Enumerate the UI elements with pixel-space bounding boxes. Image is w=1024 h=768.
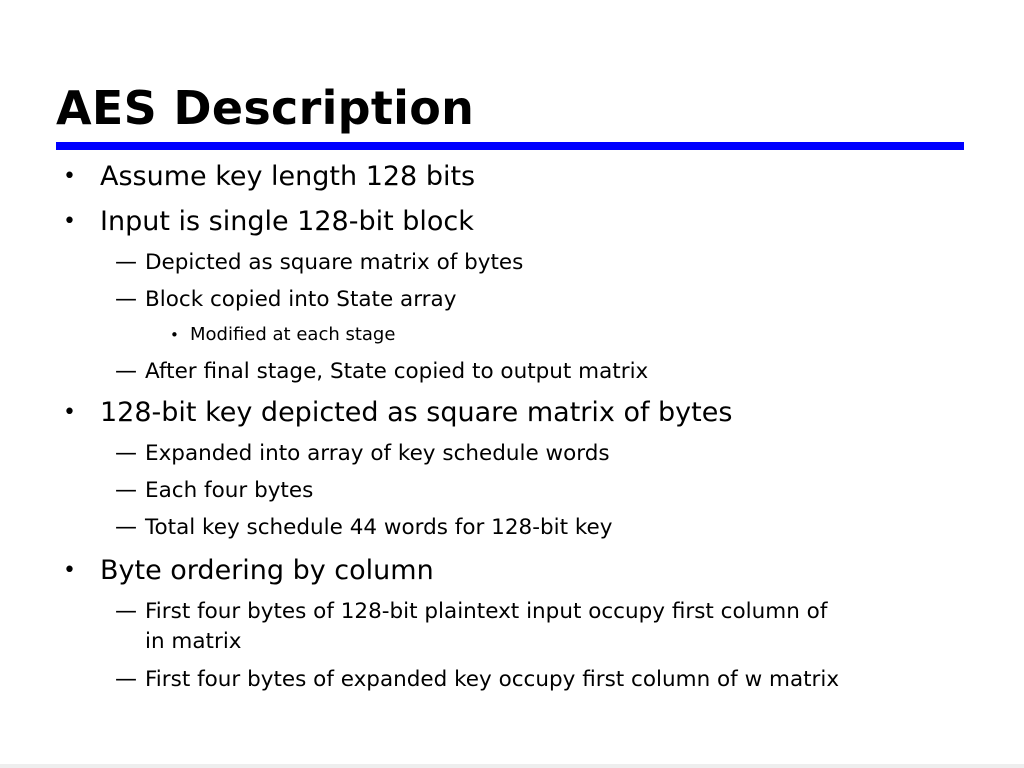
bullet-text-level2: Depicted as square matrix of bytes <box>145 250 524 275</box>
bullet-marker: • <box>63 558 76 583</box>
bullet-text-level1: Assume key length 128 bits <box>100 161 476 192</box>
bullet-text-level2: Block copied into State array <box>145 287 457 312</box>
bullet-text-level3: Modified at each stage <box>190 324 396 345</box>
bullet-marker: • <box>63 400 76 425</box>
dash-marker: — <box>115 359 137 384</box>
bullet-text-level2-continuation: in matrix <box>145 629 242 654</box>
bullet-text-level2: After final stage, State copied to output matrix <box>145 359 649 384</box>
bullet-marker: • <box>63 209 76 234</box>
bullet-text-level1: Byte ordering by column <box>100 555 434 586</box>
bullet-text-level2: Each four bytes <box>145 478 314 503</box>
bullet-marker-small: • <box>170 326 179 344</box>
bullet-text-level2: Expanded into array of key schedule words <box>145 441 610 466</box>
dash-marker: — <box>115 250 137 275</box>
bullet-text-level1: 128-bit key depicted as square matrix of bytes <box>100 397 733 428</box>
dash-marker: — <box>115 667 137 692</box>
dash-marker: — <box>115 287 137 312</box>
slide-bottom-edge <box>0 764 1024 768</box>
dash-marker: — <box>115 478 137 503</box>
dash-marker: — <box>115 515 137 540</box>
bullet-text-level2: First four bytes of expanded key occupy first column of w matrix <box>145 667 840 692</box>
bullet-marker: • <box>63 164 76 189</box>
dash-marker: — <box>115 441 137 466</box>
dash-marker: — <box>115 599 137 624</box>
bullet-text-level2: Total key schedule 44 words for 128-bit key <box>145 515 613 540</box>
slide-title: AES Description <box>56 81 475 135</box>
bullet-text-level2: First four bytes of 128-bit plaintext input occupy first column of <box>145 599 828 624</box>
bullet-text-level1: Input is single 128-bit block <box>100 206 474 237</box>
